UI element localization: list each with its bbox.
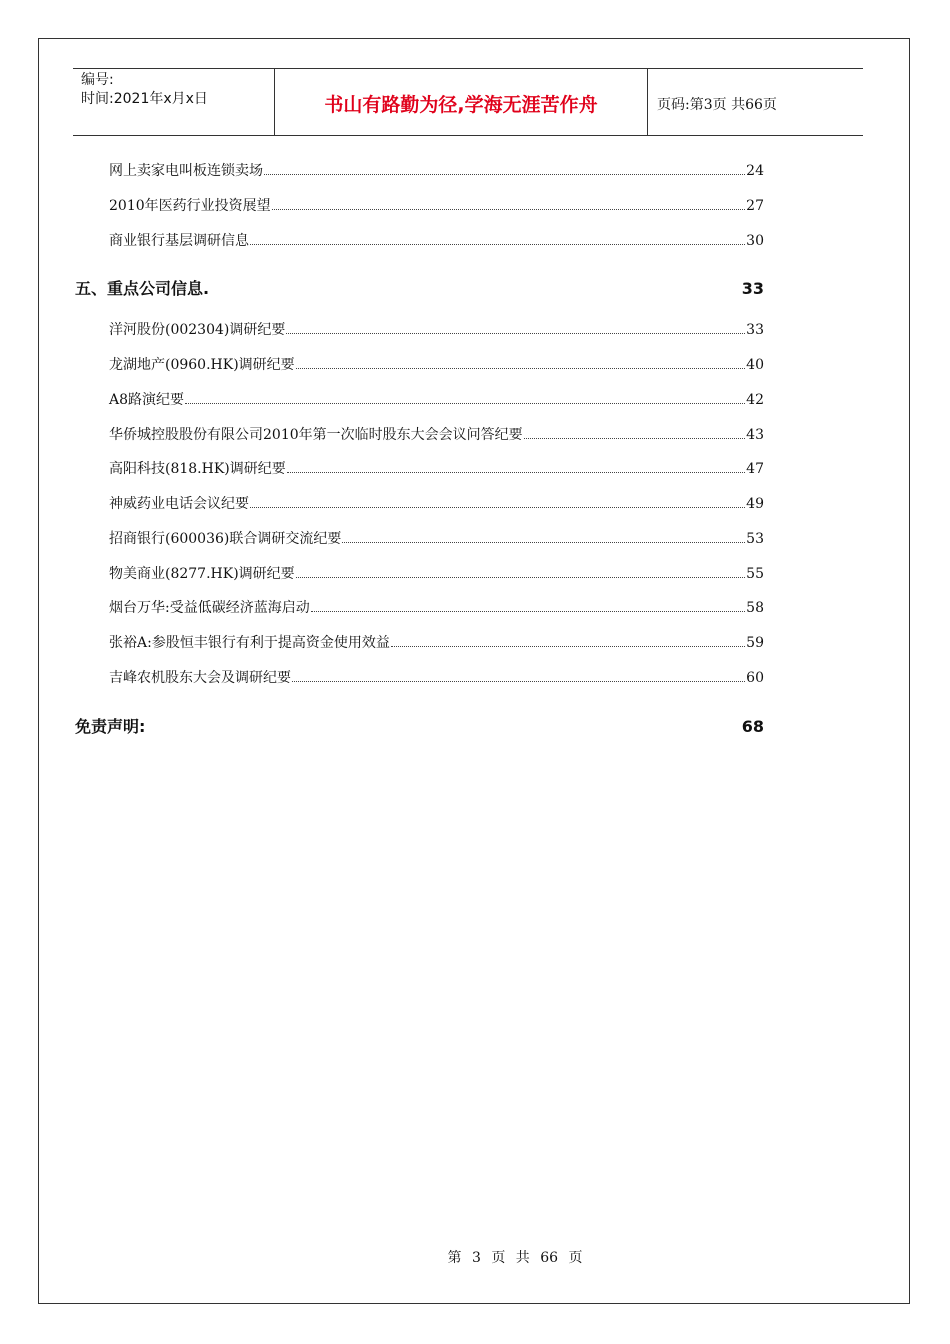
toc-entry-title: 龙湖地产(0960.HK)调研纪要 (109, 357, 295, 373)
toc-leader-dots (185, 402, 745, 404)
toc-entry[interactable] (75, 524, 764, 559)
toc-entry-page: 40 (746, 357, 764, 373)
footer-ye: 页 (491, 1250, 506, 1266)
toc-entry-page: 42 (746, 391, 764, 408)
footer-current-page: 3 (471, 1250, 481, 1266)
toc-entry[interactable] (75, 454, 764, 489)
toc-section-page: 68 (741, 716, 764, 736)
toc-entry-title: 商业银行基层调研信息 (109, 232, 249, 249)
toc-entry-title: A8路演纪要 (109, 391, 185, 408)
toc-entry-title: 高阳科技(818.HK)调研纪要 (109, 461, 286, 478)
header-page-info: 页码:第3页 共66页 (657, 96, 777, 113)
toc-leader-dots (250, 506, 745, 508)
toc-section-title: 五、重点公司信息. (75, 279, 210, 299)
toc-disclaimer[interactable] (75, 698, 764, 742)
toc-entry-page: 58 (746, 600, 764, 617)
toc-entry-title: 神威药业电话会议纪要 (109, 496, 249, 512)
toc-leader-dots (272, 208, 746, 210)
toc-entry[interactable] (75, 315, 764, 350)
table-of-contents (75, 156, 764, 742)
toc-entry-page: 30 (746, 232, 764, 249)
toc-entry-title: 华侨城控股股份有限公司2010年第一次临时股东大会会议问答纪要 (109, 426, 523, 443)
toc-entry-page: 53 (746, 530, 764, 547)
toc-entry[interactable] (75, 191, 764, 226)
toc-entry[interactable] (75, 385, 764, 420)
toc-entry-page: 27 (746, 197, 764, 214)
toc-leader-dots (296, 576, 746, 578)
toc-entry[interactable] (75, 420, 764, 455)
toc-section-5[interactable] (75, 260, 764, 315)
toc-entry-title: 物美商业(8277.HK)调研纪要 (109, 565, 295, 582)
toc-leader-dots (342, 541, 745, 543)
toc-entry[interactable] (75, 559, 764, 594)
toc-entry-title: 洋河股份(002304)调研纪要 (109, 322, 286, 339)
toc-entry-page: 43 (746, 426, 764, 443)
header-time-label: 时间:2021年x月x日 (81, 91, 208, 107)
page-header (73, 68, 863, 136)
toc-entry[interactable] (75, 226, 764, 261)
toc-leader-dots (391, 645, 745, 647)
footer-gong: 共 (515, 1250, 530, 1266)
toc-leader-dots (146, 731, 740, 732)
toc-entry-page: 24 (746, 163, 764, 179)
toc-entry-page: 59 (746, 635, 764, 651)
toc-entry-page: 49 (746, 496, 764, 512)
toc-leader-dots (292, 680, 745, 682)
toc-entry-page: 33 (746, 322, 764, 339)
toc-leader-dots (311, 610, 745, 612)
toc-entry-title: 招商银行(600036)联合调研交流纪要 (109, 530, 342, 547)
toc-entry-title: 张裕A:参股恒丰银行有利于提高资金使用效益 (109, 635, 390, 651)
footer-di: 第 (447, 1250, 462, 1266)
toc-leader-dots (250, 243, 745, 245)
toc-entry[interactable] (75, 593, 764, 628)
toc-leader-dots (296, 367, 746, 369)
toc-entry-title: 烟台万华:受益低碳经济蓝海启动 (109, 600, 310, 617)
toc-entry[interactable] (75, 350, 764, 385)
toc-entry[interactable] (75, 489, 764, 524)
page-footer (0, 1247, 950, 1267)
toc-entry-page: 47 (746, 461, 764, 478)
toc-entry-title: 吉峰农机股东大会及调研纪要 (109, 669, 291, 686)
header-meta (73, 69, 274, 135)
toc-leader-dots (287, 471, 745, 473)
toc-section-title: 免责声明: (75, 716, 146, 736)
toc-entry-page: 55 (746, 565, 764, 582)
toc-entry-title: 网上卖家电叫板连锁卖场 (109, 163, 263, 179)
header-motto: 书山有路勤为径,学海无涯苦作舟 (274, 69, 648, 135)
toc-leader-dots (210, 293, 741, 294)
footer-ye: 页 (568, 1250, 583, 1266)
toc-entry-title: 2010年医药行业投资展望 (109, 197, 271, 214)
toc-entry[interactable] (75, 628, 764, 663)
toc-section-page: 33 (741, 279, 764, 299)
toc-entry-page: 60 (746, 669, 764, 686)
toc-leader-dots (264, 173, 745, 175)
toc-leader-dots (286, 332, 745, 334)
toc-entry[interactable] (75, 156, 764, 191)
toc-entry[interactable] (75, 663, 764, 698)
header-number-label: 编号: (81, 72, 114, 88)
footer-total-pages: 66 (540, 1250, 559, 1266)
toc-leader-dots (524, 437, 746, 439)
